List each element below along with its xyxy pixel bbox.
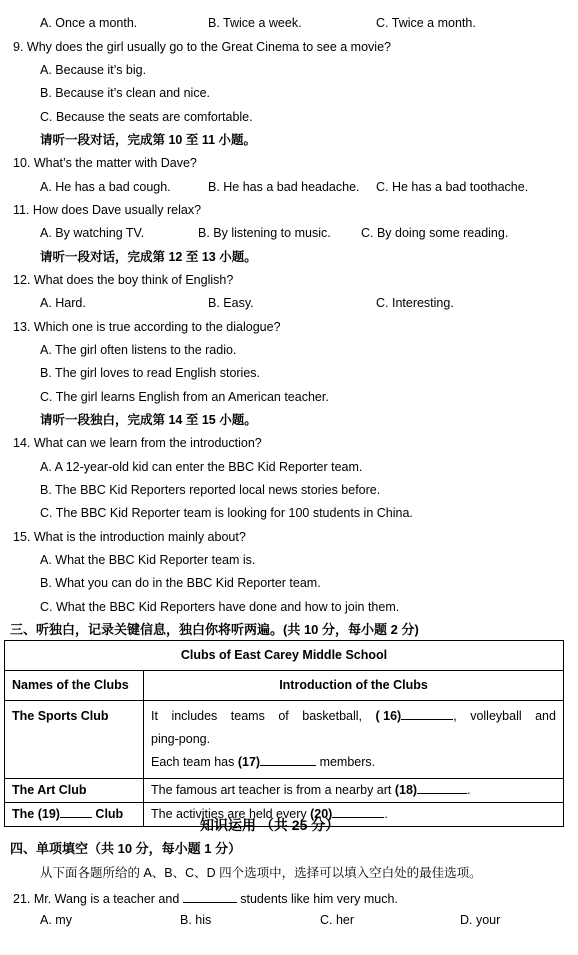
word: includes [171,709,218,723]
q9-option-b: B. Because it’s clean and nice. [40,86,211,100]
q8-option-c: C. Twice a month. [376,16,476,30]
club19-desc-post: . [384,807,388,821]
sports-line-1 [151,705,556,728]
word: teams [230,709,265,723]
club-name-sports: The Sports Club [5,701,144,779]
blank-18-line [417,779,467,794]
word: of [278,709,289,723]
q21-option-b: B. his [180,913,212,927]
q15-question: 15. What is the introduction mainly about? [13,530,246,544]
word: basketball, [302,709,363,723]
q21-question [13,888,398,907]
q13-option-c: C. The girl learns English from an American teacher. [40,390,329,404]
sports-line-2: ping-pong. [151,732,211,746]
q21-pre: 21. Mr. Wang is a teacher and [13,892,183,906]
section4-title: 四、单项填空（共 10 分，每小题 1 分） [10,841,242,856]
part-title: 知识运用 （共 25 分） [200,817,340,833]
q12-option-c: C. Interesting. [376,296,454,310]
q9-question: 9. Why does the girl usually go to the Great Cinema to see a movie? [13,40,391,54]
art-pre: The famous art teacher is from a nearby art [151,783,395,797]
blank-16-paren: ( [375,709,380,723]
col-header-names: Names of the Clubs [5,671,144,701]
word: , [453,709,457,723]
blank-17-number: (17) [237,755,261,769]
club-name-19 [5,803,144,827]
q13-option-a: A. The girl often listens to the radio. [40,343,237,357]
word: and [535,709,556,723]
blank-17-line [260,751,316,766]
q21-option-a: A. my [40,913,72,927]
q8-option-a: A. Once a month. [40,16,138,30]
q13-question: 13. Which one is true according to the dialogue? [13,320,281,334]
club-name-art: The Art Club [5,779,144,803]
section3-title: 三、听独白，记录关键信息，独白你将听两遍。(共 10 分，每小题 2 分) [10,622,419,637]
club19-pre: The [12,807,38,821]
sports-line-3-post: members. [316,755,376,769]
q21-option-c: C. her [320,913,355,927]
blank-19-line [60,803,92,818]
club19-post: Club [91,807,124,821]
q12-question: 12. What does the boy think of English? [13,273,234,287]
q11-option-c: C. By doing some reading. [361,226,509,240]
instruction-12-13: 请听一段对话，完成第 12 至 13 小题。 [40,250,257,264]
clubs-table [4,640,564,827]
q15-option-b: B. What you can do in the BBC Kid Reporter team. [40,576,321,590]
q21-option-d: D. your [460,913,501,927]
q11-question: 11. How does Dave usually relax? [13,203,202,217]
q14-option-a: A. A 12-year-old kid can enter the BBC Kid Reporter team. [40,460,363,474]
q10-question: 10. What’s the matter with Dave? [13,156,197,170]
q11-option-a: A. By watching TV. [40,226,145,240]
q14-option-c: C. The BBC Kid Reporter team is looking for 100 students in China. [40,506,413,520]
blank-16-line [401,705,453,720]
q12-option-a: A. Hard. [40,296,86,310]
q21-blank [183,888,237,903]
q10-option-b: B. He has a bad headache. [208,180,360,194]
q13-option-b: B. The girl loves to read English stories. [40,366,261,380]
blank-20-line [332,803,384,818]
q15-option-a: A. What the BBC Kid Reporter team is. [40,553,256,567]
blank-16 [376,705,457,728]
q15-option-c: C. What the BBC Kid Reporters have done and how to join them. [40,600,400,614]
section4-instruction: 从下面各题所给的 A、B、C、D 四个选项中，选择可以填入空白处的最佳选项。 [40,866,482,880]
q11-option-b: B. By listening to music. [198,226,331,240]
q12-option-b: B. Easy. [208,296,254,310]
blank-16-number: 16) [383,709,402,723]
q10-option-a: A. He has a bad cough. [40,180,171,194]
sports-line-3 [151,751,556,774]
club19-desc-pre: The activities are held every [151,807,311,821]
q14-question: 14. What can we learn from the introduction? [13,436,262,450]
word: volleyball [470,709,522,723]
q9-option-a: A. Because it’s big. [40,63,147,77]
art-post: . [467,783,471,797]
q21-post: students like him very much. [236,892,398,906]
instruction-14-15: 请听一段独白，完成第 14 至 15 小题。 [40,413,257,427]
club-intro-sports [144,701,564,779]
table-title: Clubs of East Carey Middle School [5,641,564,671]
q9-option-c: C. Because the seats are comfortable. [40,110,253,124]
blank-18-number: (18) [394,783,418,797]
q10-option-c: C. He has a bad toothache. [376,180,529,194]
blank-19-number: (19) [37,807,60,821]
club-intro-art [144,779,564,803]
q14-option-b: B. The BBC Kid Reporters reported local news stories before. [40,483,381,497]
col-header-intro: Introduction of the Clubs [144,671,564,701]
instruction-10-11: 请听一段对话，完成第 10 至 11 小题。 [40,133,257,147]
sports-line-3-pre: Each team has [151,755,238,769]
q8-option-b: B. Twice a week. [208,16,302,30]
blank-20-number: (20) [310,807,333,821]
word: It [151,709,158,723]
